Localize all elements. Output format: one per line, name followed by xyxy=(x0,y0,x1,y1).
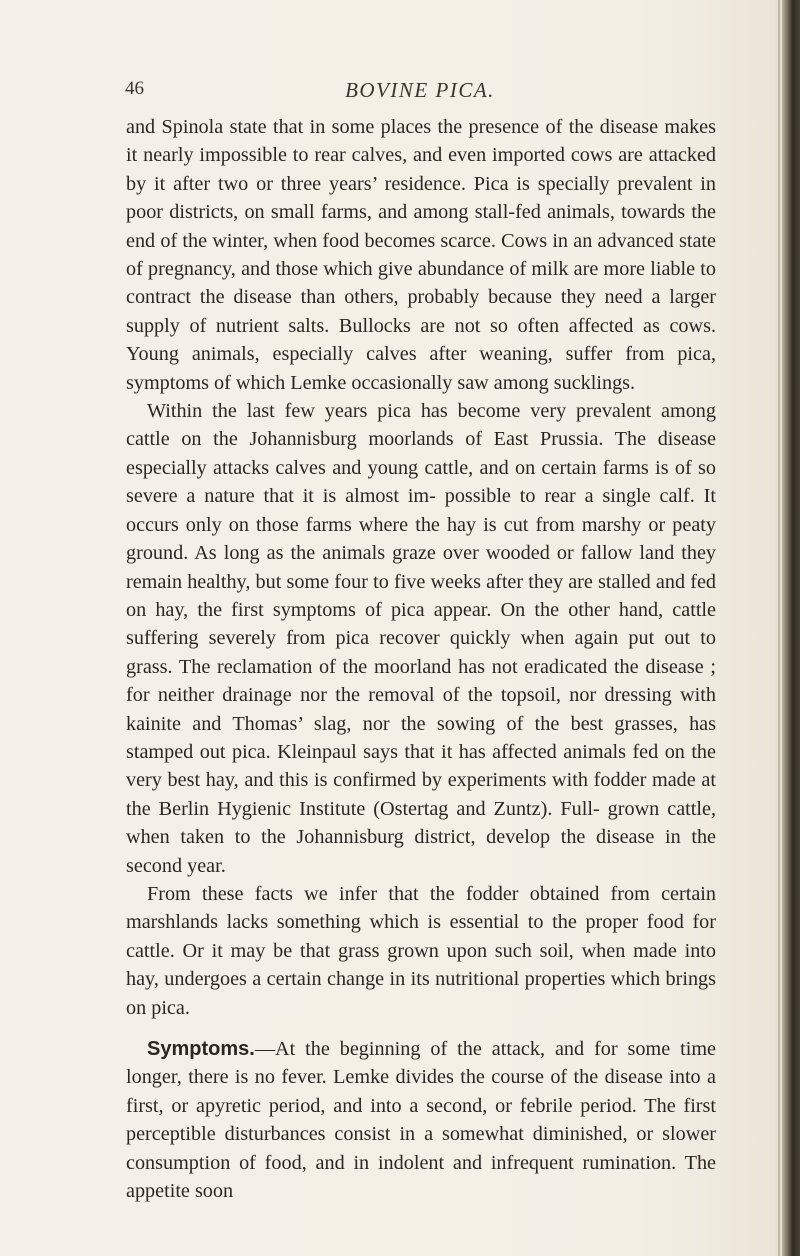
page-number: 46 xyxy=(125,78,144,99)
section-heading: Symptoms. xyxy=(147,1038,255,1060)
running-head: BOVINE PICA. xyxy=(345,78,495,102)
paragraph-text: —At the beginning of the attack, and for some time longer, there is no fever. Lemke divides the course of the disease into a first, or apyretic period, and into a second, or febrile period. The first perceptible disturbances consist in a somewhat diminished, or slower consumption of food, and in indolent and infrequent rumination. The appetite soon xyxy=(126,1038,716,1203)
symptoms-paragraph xyxy=(126,1035,716,1205)
paragraph: and Spinola state that in some places the presence of the disease makes it nearly impossible to rear calves, and even imported cows are attacked by it after two or three years’ residence. Pica is specially prevalent in poor districts, on small farms, and among stall-fed animals, towards the end of the winter, when food becomes scarce. Cows in an advanced state of pregnancy, and those which give abundance of milk are more liable to contract the disease than others, probably because they need a larger supply of nutrient salts. Bullocks are not so often affected as cows. Young animals, especially calves after weaning, suffer from pica, symptoms of which Lemke occasionally saw among sucklings. xyxy=(126,116,716,394)
page-header xyxy=(125,78,715,106)
paragraph: Within the last few years pica has become very prevalent among cattle on the Johannisburg moorlands of East Prussia. The disease especially attacks calves and young cattle, and on certain farms is of so severe a nature that it is almost im- possible to rear a single calf. It occurs only on those farms where the hay is cut from marshy or peaty ground. As long as the animals graze over wooded or fallow land they remain healthy, but some four to five weeks after they are stalled and fed on hay, the first symptoms of pica appear. On the other hand, cattle suffering severely from pica recover quickly when again put out to grass. The reclamation of the moorland has not eradicated the disease ; for neither drainage nor the removal of the topsoil, nor dressing with kainite and Thomas’ slag, nor the sowing of the best grasses, has stamped out pica. Kleinpaul says that it has affected animals fed on the very best hay, and this is confirmed by experiments with fodder made at the Berlin Hygienic Institute (Ostertag and Zuntz). Full- grown cattle, when taken to the Johannisburg district, develop the disease in the second year. xyxy=(126,400,716,877)
page-edge-line xyxy=(778,0,780,1256)
paragraph: From these facts we infer that the fodder obtained from certain marshlands lacks something which is essential to the proper food for cattle. Or it may be that grass grown upon such soil, when made into hay, undergoes a certain change in its nutritional properties which brings on pica. xyxy=(126,882,716,1019)
book-binding-edge xyxy=(782,0,800,1256)
body-text xyxy=(126,113,716,1205)
